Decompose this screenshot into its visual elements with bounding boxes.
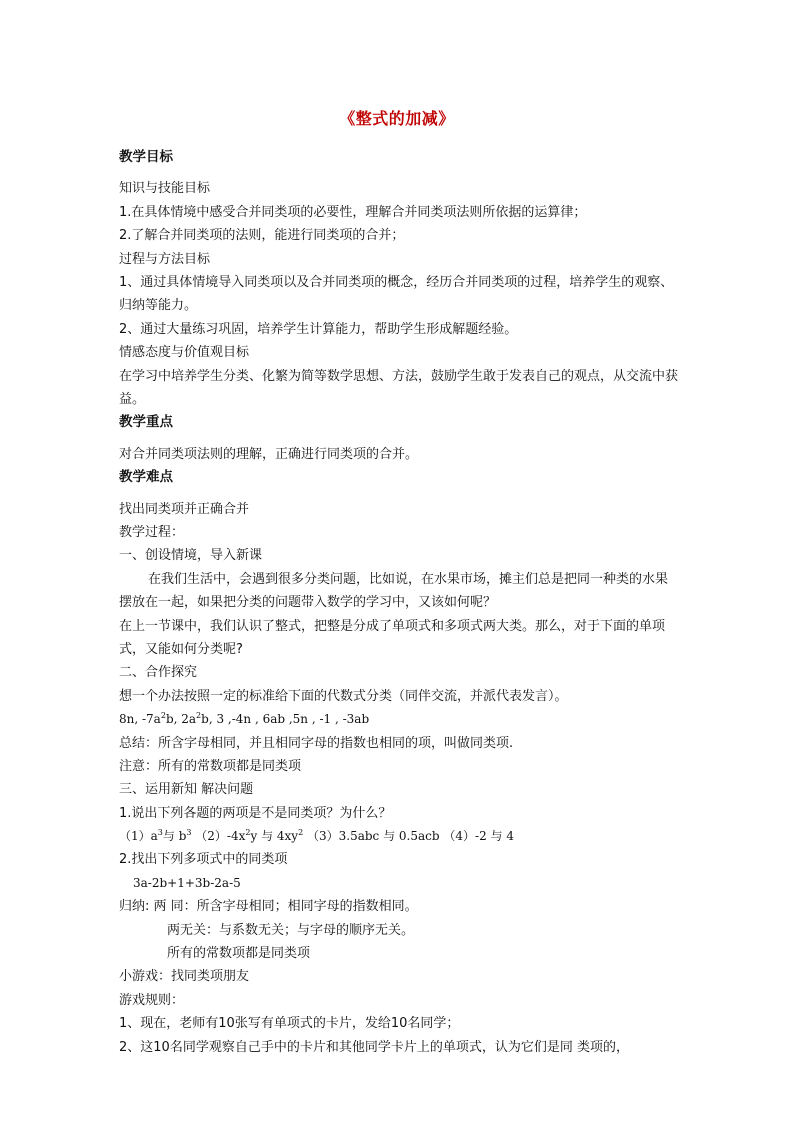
pair-part: （4）-2 与 4 — [439, 829, 514, 844]
pair-part: （1）a — [119, 829, 158, 844]
emotion-item-1: 在学习中培养学生分类、化繁为简等数学思想、方法，鼓励学生敢于发表自己的观点，从交流中获益。 — [119, 368, 679, 407]
goals-heading: 教学目标 — [119, 149, 173, 165]
part3-question-2: 2.找出下列多项式中的同类项 — [119, 852, 288, 868]
expr-part: 8n, -7a — [119, 712, 161, 727]
key-points-text: 对合并同类项法则的理解，正确进行同类项的合并。 — [119, 446, 419, 462]
process-goals-heading: 过程与方法目标 — [119, 251, 211, 267]
pairs-line — [119, 825, 679, 848]
key-points-heading: 教学重点 — [119, 414, 173, 431]
pair-sup: 2 — [245, 828, 251, 838]
emotion-goals-heading: 情感态度与价值观目标 — [119, 345, 250, 361]
pair-sup: 2 — [298, 828, 304, 838]
knowledge-item-2: 2.了解合并同类项的法则，能进行同类项的合并； — [119, 228, 405, 244]
teaching-process-label: 教学过程： — [119, 524, 185, 540]
knowledge-heading: 知识与技能目标 — [119, 181, 211, 197]
expr-part: b, 3 ,-4n , 6ab ,5n , -1 , -3ab — [201, 712, 370, 727]
induction-line-1: 归纳: 两 同：所含字母相同；相同字母的指数相同。 — [119, 899, 418, 915]
part2-heading: 二、合作探究 — [119, 665, 198, 681]
game-rules-label: 游戏规则： — [119, 992, 185, 1008]
part1-paragraph-1: 在我们生活中，会遇到很多分类问题，比如说，在水果市场，摊主们总是把同一种类的水果摆放在一起，如果把分类的问题带入数学的学习中，又该如何呢？ — [119, 571, 669, 611]
part2-summary: 总结：所含字母相同，并且相同字母的指数也相同的项，叫做同类项. — [119, 735, 514, 751]
game-title: 小游戏：找同类项朋友 — [119, 969, 250, 985]
expression-list — [119, 708, 679, 731]
game-rule-1: 1、现在，老师有10张写有单项式的卡片，发给10名同学； — [119, 1016, 460, 1032]
pair-sup: 3 — [186, 828, 192, 838]
pair-part: y 与 4xy — [250, 829, 299, 844]
pair-part: （3）3.5abc 与 0.5acb — [303, 829, 440, 844]
expr-part: b, 2a — [165, 712, 197, 727]
polynomial: 3a-2b+1+3b-2a-5 — [133, 875, 241, 890]
part2-note: 注意：所有的常数项都是同类项 — [119, 758, 302, 774]
knowledge-item-1: 1.在具体情境中感受合并同类项的必要性，理解合并同类项法则所依据的运算律； — [119, 204, 587, 220]
difficult-points-text: 找出同类项并正确合并 — [119, 501, 250, 517]
induction-line-2: 两无关：与系数无关；与字母的顺序无关。 — [167, 922, 415, 938]
expr-sup: 2 — [160, 711, 166, 721]
pair-part: 与 b — [162, 829, 187, 844]
pair-part: （2）-4x — [191, 829, 246, 844]
induction-line-3: 所有的常数项都是同类项 — [167, 946, 311, 962]
document-body — [119, 146, 679, 1059]
expr-sup: 2 — [196, 711, 202, 721]
part1-paragraph-2: 在上一节课中，我们认识了整式，把整是分成了单项式和多项式两大类。那么，对于下面的单项式，又能如何分类呢? — [119, 618, 666, 657]
document-title: 《整式的加减》 — [339, 109, 455, 128]
process-item-1: 1、通过具体情境导入同类项以及合并同类项的概念，经历合并同类项的过程，培养学生的观察、归纳等能力。 — [119, 274, 674, 314]
pair-sup: 3 — [157, 828, 163, 838]
part3-question-1: 1.说出下列各题的两项是不是同类项？为什么？ — [119, 805, 392, 821]
difficult-points-heading: 教学难点 — [119, 469, 173, 486]
part1-heading: 一、创设情境，导入新课 — [119, 548, 263, 564]
part2-paragraph: 想一个办法按照一定的标准给下面的代数式分类（同伴交流，并派代表发言）。 — [119, 688, 568, 704]
part3-heading: 三、运用新知 解决问题 — [119, 782, 254, 798]
game-rule-2: 2、这10名同学观察自己手中的卡片和其他同学卡片上的单项式，认为它们是同 类项的， — [119, 1039, 629, 1055]
process-item-2: 2、通过大量练习巩固，培养学生计算能力，帮助学生形成解题经验。 — [119, 321, 518, 337]
